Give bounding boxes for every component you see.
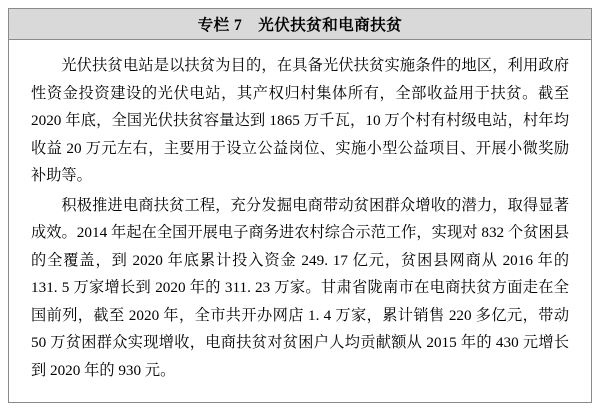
callout-title-bar (9, 9, 591, 40)
callout-paragraph-2: 积极推进电商扶贫工程，充分发掘电商带动贫困群众增收的潜力，取得显著成效。2014 年起在全国开展电子商务进农村综合示范工作，实现对 832 个贫困县的全覆盖，到 2020 年底累计投入资金 249. 17 亿元，贫困县网商从 2016 年的 131. 5 万家增长到 2020 年的 311. 23 万家。甘肃省陇南市在电商扶贫方面走在全国前列，截至 2020 年，全市共开办网店 1. 4 万家，累计销售 220 多亿元，带动 50 万贫困群众实现增收，电商扶贫对贫困户人均贡献额从 2015 年的 430 元增长到 2020 年的 930 元。 (31, 196, 569, 379)
callout-title: 专栏 7 光伏扶贫和电商扶贫 (197, 17, 403, 34)
callout-body (9, 40, 591, 396)
callout-paragraph-1: 光伏扶贫电站是以扶贫为目的，在具备光伏扶贫实施条件的地区，利用政府性资金投资建设的光伏电站，其产权归村集体所有，全部收益用于扶贫。截至 2020 年底，全国光伏扶贫容量达到 1865 万千瓦，10 万个村有村级电站，村年均收益 20 万元左右，主要用于设立公益岗位、实施小型公益项目、开展小微奖励补助等。 (31, 57, 569, 184)
callout-box (8, 8, 592, 403)
